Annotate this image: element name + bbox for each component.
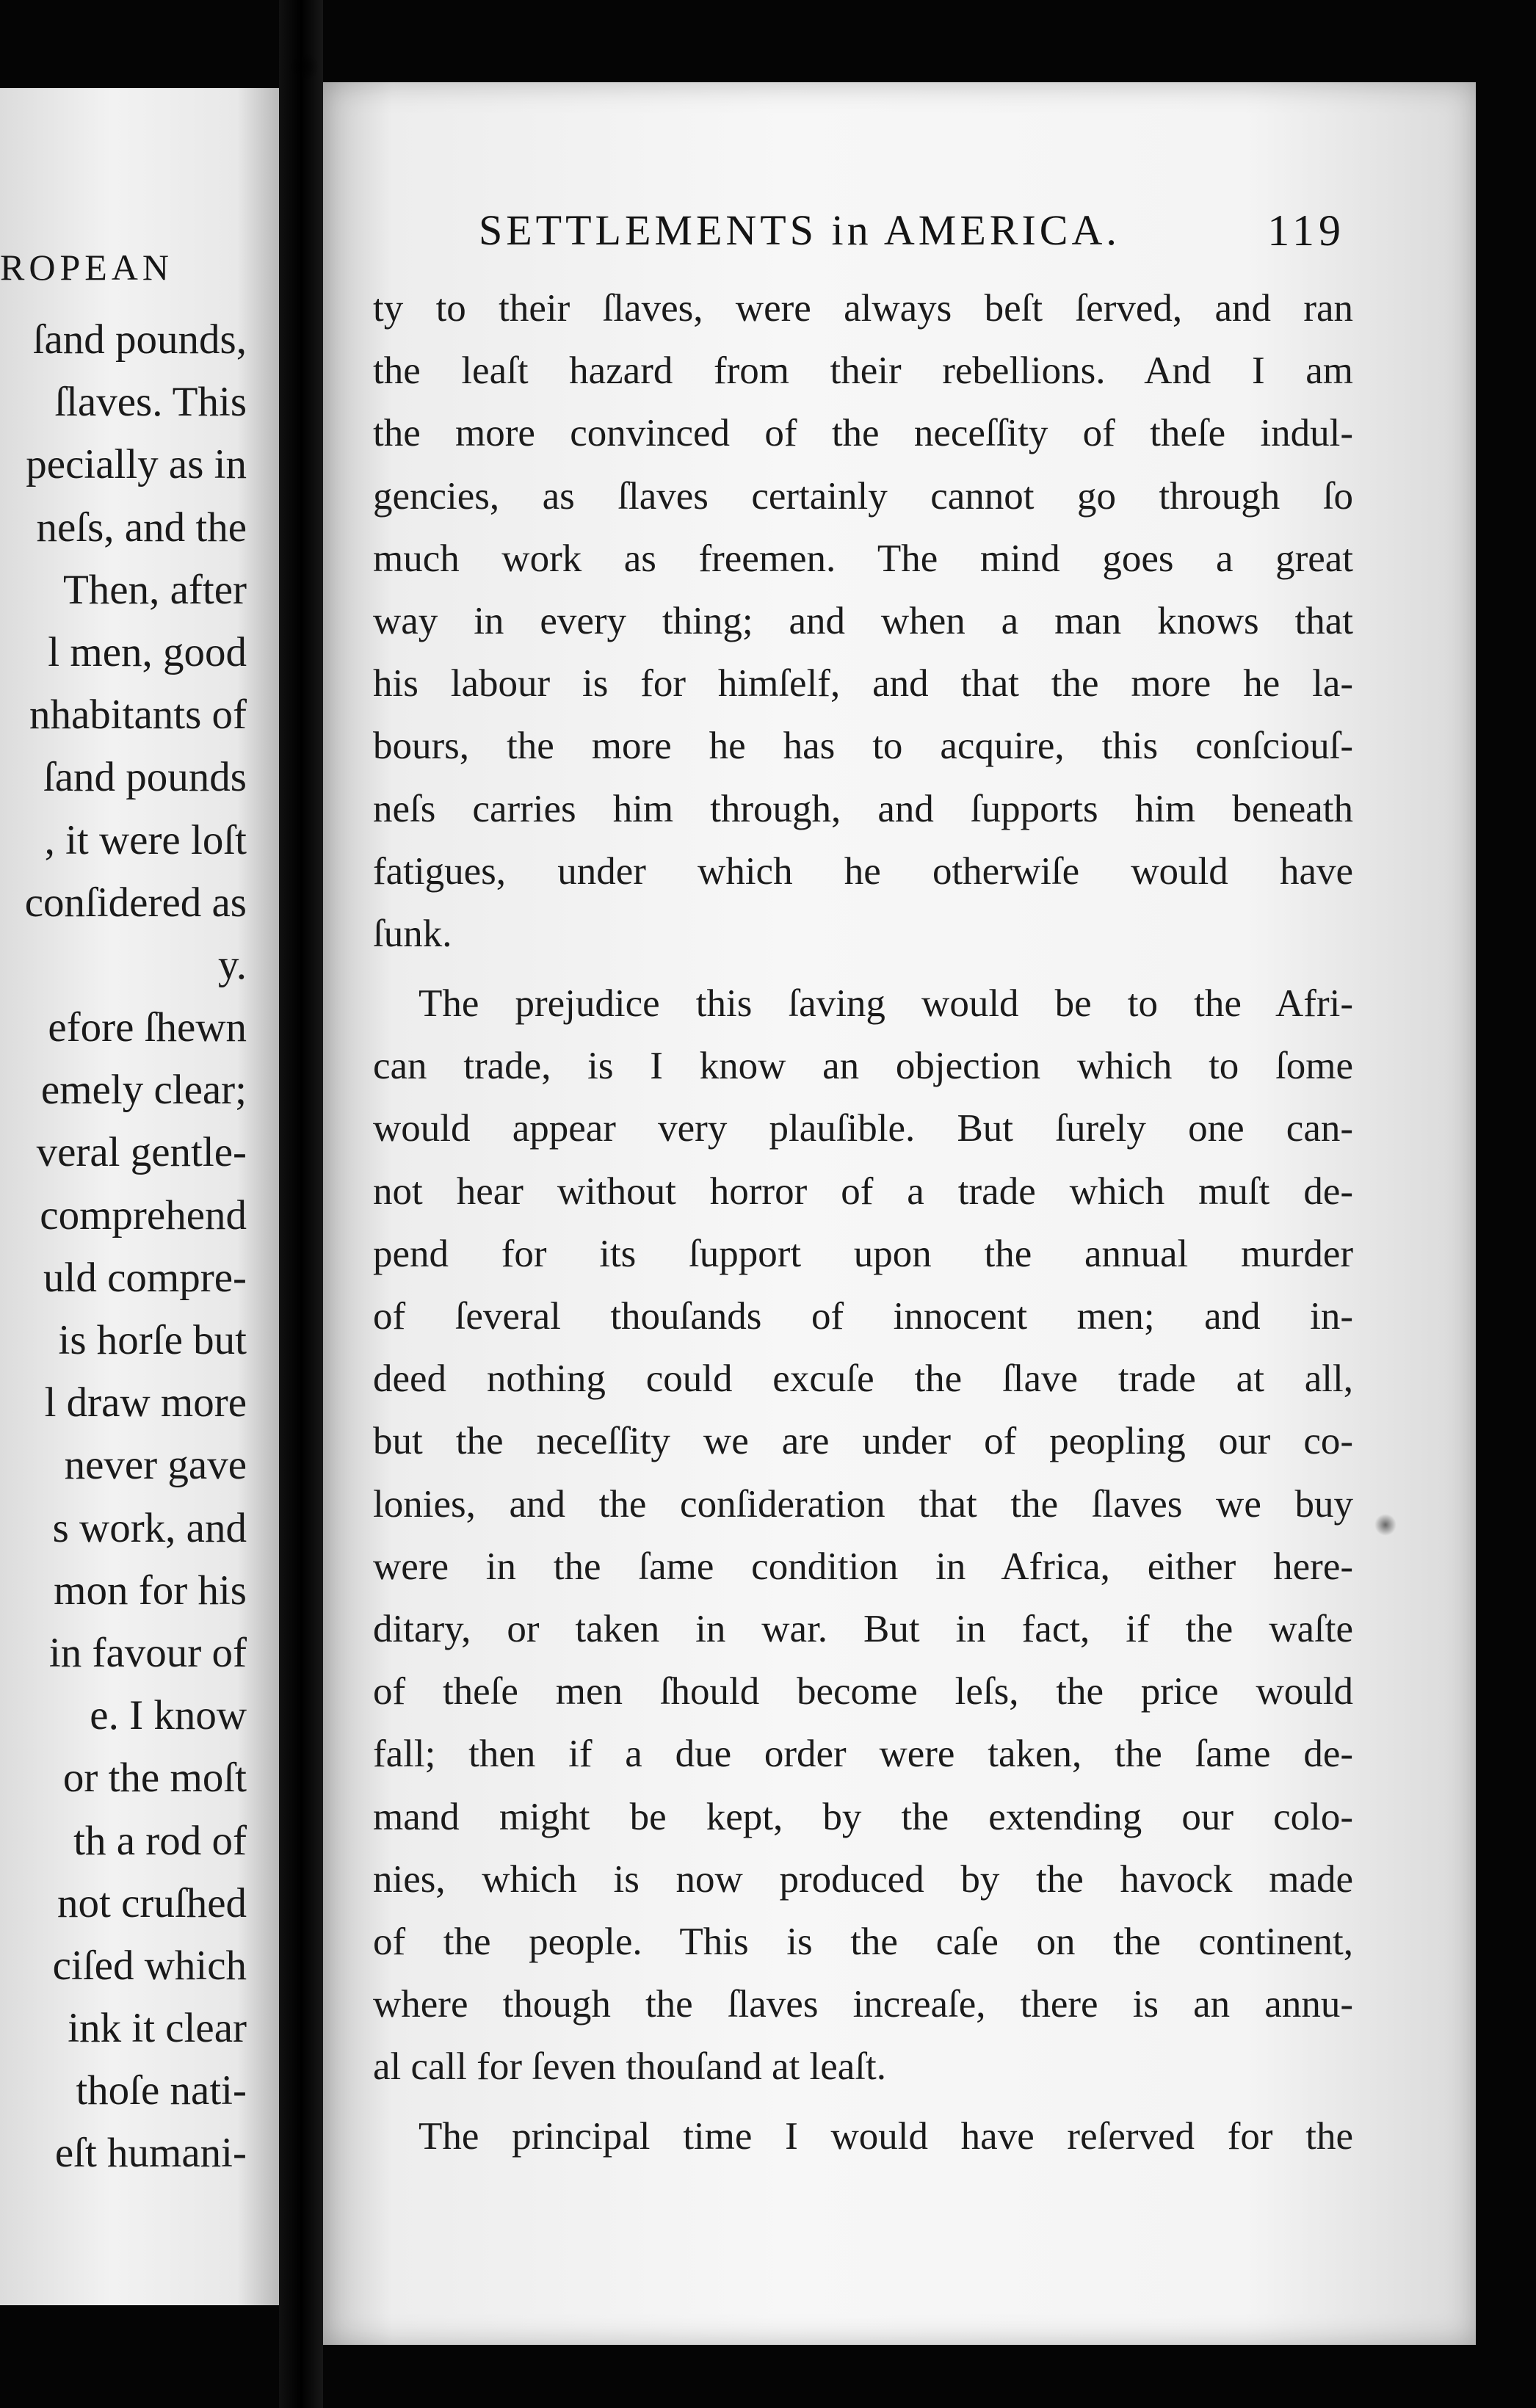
- text-line: ditary, or taken in war. But in fact, if the waſte: [373, 1607, 1353, 1650]
- left-text-line: is horſe but: [58, 1317, 247, 1363]
- left-text-line: e. I know: [90, 1692, 247, 1739]
- paragraph-2: [373, 973, 1353, 2098]
- left-text-line: l men, good: [48, 628, 247, 675]
- text-line: The prejudice this ſaving would be to the Afri-: [419, 982, 1353, 1026]
- text-line: of theſe men ſhould become leſs, the price would: [373, 1670, 1353, 1713]
- text-line: way in every thing; and when a man knows that: [373, 599, 1353, 642]
- left-text-line: ciſed which: [52, 1942, 247, 1989]
- page-header: [479, 206, 1345, 264]
- left-text-line: emely clear;: [40, 1067, 247, 1114]
- text-line: would appear very plauſible. But ſurely one can-: [373, 1107, 1353, 1150]
- text-line: ty to their ſlaves, were always beſt ſerved, and ran: [373, 287, 1353, 330]
- left-text-line: nhabitants of: [29, 692, 247, 739]
- right-page: [323, 82, 1476, 2345]
- left-page-text: [0, 308, 247, 2185]
- left-text-line: efore ſhewn: [48, 1004, 247, 1051]
- text-line: his labour is for himſelf, and that the more he la-: [373, 662, 1353, 706]
- text-line: deed nothing could excuſe the ſlave trade at all,: [373, 1357, 1353, 1401]
- left-text-line: thoſe nati-: [76, 2067, 247, 2114]
- text-line: fatigues, under which he otherwiſe would have: [373, 849, 1353, 893]
- text-line: can trade, is I know an objection which to ſome: [373, 1045, 1353, 1088]
- text-line: bours, the more he has to acquire, this conſciouſ-: [373, 725, 1353, 768]
- text-line: al call for ſeven thouſand at leaſt.: [373, 2045, 887, 2089]
- left-text-line: comprehend: [40, 1192, 247, 1239]
- text-line: fall; then if a due order were taken, the ſame de-: [373, 1733, 1353, 1776]
- left-text-line: pecially as in: [26, 441, 247, 488]
- text-line: gencies, as ſlaves certainly cannot go through ſo: [373, 474, 1353, 518]
- left-text-line: th a rod of: [73, 1817, 247, 1864]
- text-line: nies, which is now produced by the havock made: [373, 1857, 1353, 1901]
- left-text-line: Then, after: [62, 566, 247, 613]
- text-line: ſunk.: [373, 912, 452, 955]
- text-line: of ſeveral thouſands of innocent men; and in-: [373, 1295, 1353, 1338]
- left-text-line: veral gentle-: [36, 1129, 247, 1176]
- left-text-line: not cruſhed: [57, 1879, 247, 1926]
- left-running-head: ROPEAN: [0, 247, 174, 288]
- left-text-line: or the moſt: [62, 1755, 247, 1802]
- left-page-fragment: [0, 88, 279, 2305]
- text-line: the leaſt hazard from their rebellions. And I am: [373, 349, 1353, 393]
- paragraph-3: [373, 2106, 1353, 2168]
- text-line: neſs carries him through, and ſupports him beneath: [373, 787, 1353, 830]
- left-text-line: never gave: [64, 1442, 247, 1489]
- left-text-line: uld compre-: [43, 1254, 247, 1301]
- ink-blot: [288, 53, 320, 81]
- text-line: but the neceſſity we are under of peopling our co-: [373, 1420, 1353, 1463]
- page-number: 119: [1267, 206, 1345, 255]
- text-line: The principal time I would have reſerved for the: [419, 2115, 1353, 2158]
- left-text-line: ink it clear: [68, 2005, 247, 2052]
- text-line: not hear without horror of a trade which muſt de-: [373, 1169, 1353, 1213]
- text-line: lonies, and the conſideration that the ſlaves we buy: [373, 1482, 1353, 1526]
- paragraph-1: [373, 278, 1353, 965]
- left-text-line: l draw more: [44, 1379, 247, 1426]
- text-line: were in the ſame condition in Africa, either here-: [373, 1545, 1353, 1588]
- text-line: much work as freemen. The mind goes a great: [373, 537, 1353, 580]
- left-text-line: ſand pounds: [43, 754, 247, 801]
- left-text-line: ſand pounds,: [32, 316, 247, 363]
- left-text-line: in favour of: [48, 1629, 247, 1676]
- left-text-line: ſlaves. This: [54, 379, 247, 426]
- left-text-line: y.: [217, 941, 247, 988]
- text-line: mand might be kept, by the extending our colo-: [373, 1795, 1353, 1838]
- text-line: pend for its ſupport upon the annual murder: [373, 1232, 1353, 1275]
- left-text-line: conſidered as: [24, 879, 247, 926]
- left-text-line: , it were loſt: [44, 816, 247, 863]
- text-line: of the people. This is the caſe on the continent,: [373, 1920, 1353, 1963]
- ink-blot: [1374, 1514, 1396, 1536]
- text-line: the more convinced of the neceſſity of theſe indul-: [373, 412, 1353, 455]
- book-gutter: [279, 0, 323, 2408]
- text-line: where though the ſlaves increaſe, there is an annu-: [373, 1983, 1353, 2026]
- left-text-line: mon for his: [54, 1567, 247, 1614]
- left-text-line: eſt humani-: [54, 2130, 247, 2177]
- running-title: SETTLEMENTS in AMERICA.: [479, 206, 1120, 254]
- left-text-line: s work, and: [52, 1504, 247, 1551]
- body-text: [373, 278, 1353, 2169]
- left-text-line: neſs, and the: [36, 504, 247, 551]
